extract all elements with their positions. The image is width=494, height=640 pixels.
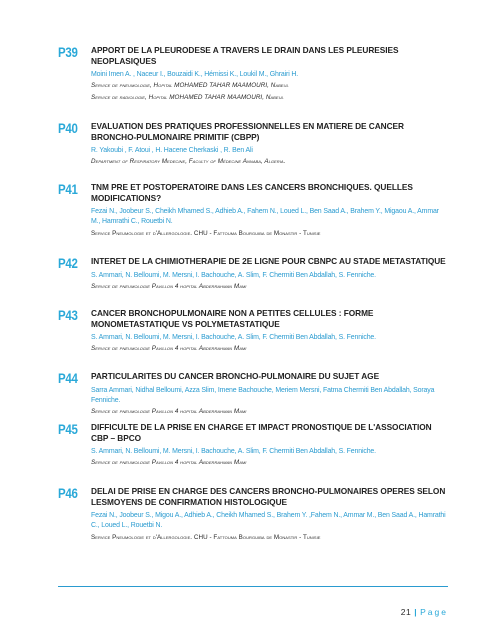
abstract-entry-p39 xyxy=(58,45,448,103)
page-number: 21 xyxy=(400,607,412,617)
abstract-code: P39 xyxy=(58,45,78,60)
abstract-title: EVALUATION DES PRATIQUES PROFESSIONNELLES EN MATIERE DE CANCER BRONCHO-PULMONAIRE PRIMITIF (CBPP) xyxy=(91,121,404,142)
abstract-authors: Fezai N., Joobeur S., Migou A., Adhieb A., Cheikh Mhamed S., Brahem Y. ,Fahem N., Ammar M., Ben Saad A., Hamrathi C., Loued L., Rouetbi N. xyxy=(91,510,446,530)
abstract-entry-p43 xyxy=(58,308,448,354)
abstract-title: DIFFICULTE DE LA PRISE EN CHARGE ET IMPACT PRONOSTIQUE DE L'ASSOCIATION CBP – BPCO xyxy=(91,422,432,443)
abstract-title: CANCER BRONCHOPULMONAIRE NON A PETITES CELLULES : FORME MONOMETASTATIQUE VS POLYMETASTATIQUE xyxy=(91,308,374,329)
abstract-authors: Moini Imen A. , Naceur I., Bouzaidi K., Hémissi K., Loukil M., Ghrairi H. xyxy=(91,69,299,79)
abstract-code: P45 xyxy=(58,422,78,437)
abstract-authors: S. Ammari, N. Belloumi, M. Mersni, I. Bachouche, A. Slim, F. Chermiti Ben Abdallah, S. Fenniche. xyxy=(91,332,376,342)
abstract-entry-p46 xyxy=(58,486,448,543)
abstract-authors: S. Ammari, N. Belloumi, M. Mersni, I. Bachouche, A. Slim, F. Chermiti Ben Abdallah, S. Fenniche. xyxy=(91,269,376,279)
abstract-affiliation: Service Pneumologie et d'Allergologie. CHU - Fattouma Bourguiba de Monastir - Tunisie xyxy=(91,229,321,237)
abstract-affiliation: Service de pneumologie Pavillon 4 hopital Abderrahman Mami xyxy=(91,459,247,467)
abstract-code: P42 xyxy=(58,256,78,271)
abstract-entry-p42 xyxy=(58,256,448,292)
abstract-affiliation: Service de pneumologie, Hopital MOHAMED TAHAR MAAMOURI, Nabeul xyxy=(91,82,289,90)
abstract-entry-p45 xyxy=(58,422,448,468)
page-footer xyxy=(401,607,448,617)
abstract-code: P40 xyxy=(58,121,78,136)
abstract-code: P41 xyxy=(58,182,78,197)
abstract-affiliation: Department of Respiratory Medecine, Faculty of Médecine Annaba, Algeria. xyxy=(91,158,286,166)
abstract-affiliation: Service de pneumologie Pavillon 4 hopital Abderrahman Mami xyxy=(91,345,247,353)
abstract-title: APPORT DE LA PLEURODESE A TRAVERS LE DRAIN DANS LES PLEURESIES NEOPLASIQUES xyxy=(91,45,399,66)
abstract-affiliation: Service de pneumologie Pavillon 4 hopital Abderrahman Mami xyxy=(91,282,247,290)
abstract-authors: Sarra Ammari, Nidhal Belloumi, Azza Slim, Imene Bachouche, Meriem Mersni, Fatma Chermiti Ben Abdallah, Soraya Fenniche. xyxy=(91,384,435,404)
page-label: Page xyxy=(420,607,448,617)
abstract-code: P44 xyxy=(58,371,78,386)
abstract-title: TNM PRE ET POSTOPERATOIRE DANS LES CANCERS BRONCHIQUES. QUELLES MODIFICATIONS? xyxy=(91,182,413,203)
abstract-authors: S. Ammari, N. Belloumi, M. Mersni, I. Bachouche, A. Slim, F. Chermiti Ben Abdallah, S. Fenniche. xyxy=(91,446,376,456)
abstract-title: DELAI DE PRISE EN CHARGE DES CANCERS BRONCHO-PULMONAIRES OPERES SELON LESMOYENS DE CONFIRMATION HISTOLOGIQUE xyxy=(91,486,446,507)
abstract-code: P46 xyxy=(58,486,78,501)
abstract-entry-p40 xyxy=(58,121,448,167)
abstract-entry-p41 xyxy=(58,182,448,239)
abstract-affiliation: Service Pneumologie et d'Allergologie. CHU - Fattouma Bourguiba de Monastir - Tunisie xyxy=(91,533,321,541)
abstract-affiliation: Service de pneumologie Pavillon 4 hopital Abderrahman Mami xyxy=(91,408,247,415)
abstract-entry-p44 xyxy=(58,371,448,417)
abstract-code: P43 xyxy=(58,308,78,323)
footer-divider xyxy=(58,586,448,587)
abstract-affiliation: Service de radiologie, Hopital MOHAMED TAHAR MAAMOURI, Nabeul xyxy=(91,94,284,102)
abstract-authors: R. Yakoubi , F. Atoui , H. Hacene Cherkaski , R. Ben Ali xyxy=(91,145,253,155)
footer-separator: | xyxy=(414,607,418,617)
abstract-authors: Fezai N., Joobeur S., Cheikh Mhamed S., Adhieb A., Fahem N., Loued L., Ben Saad A., Brahem Y., Migaou A., Ammar M., Hamrathi C., Rouetbi N. xyxy=(91,206,439,226)
abstract-title: INTERET DE LA CHIMIOTHERAPIE DE 2E LIGNE POUR CBNPC AU STADE METASTATIQUE xyxy=(91,256,446,266)
abstract-title: PARTICULARITES DU CANCER BRONCHO-PULMONAIRE DU SUJET AGE xyxy=(91,371,380,381)
